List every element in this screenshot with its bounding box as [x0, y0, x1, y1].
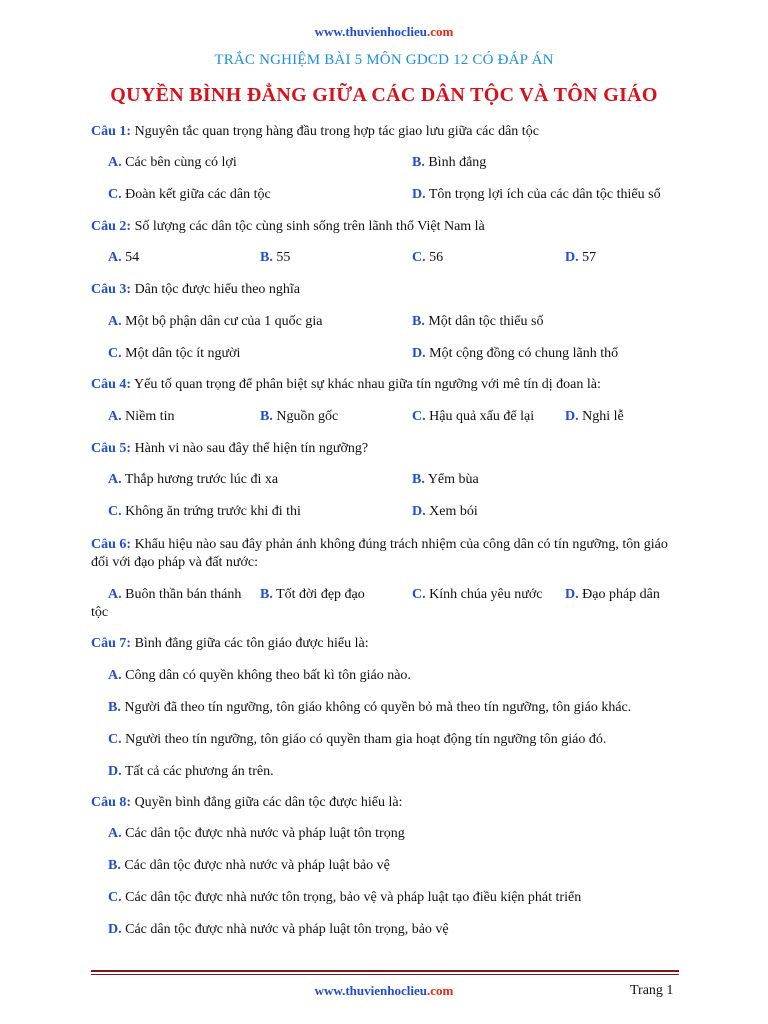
- site-url-footer[interactable]: www.thuvienhoclieu.com: [314, 983, 454, 998]
- document-subtitle: TRẮC NGHIỆM BÀI 5 MÔN GDCD 12 CÓ ĐÁP ÁN: [214, 52, 554, 68]
- option-8d: D. Các dân tộc được nhà nước và pháp luật tôn trọng, bảo vệ: [108, 922, 449, 937]
- option-7b: B. Người đã theo tín ngưỡng, tôn giáo không có quyền bỏ mà theo tín ngưỡng, tôn giáo khác.: [108, 700, 632, 715]
- option-5d: D. Xem bói: [412, 504, 478, 519]
- option-3c: C. Một dân tộc ít người: [108, 346, 241, 361]
- option-5c: C. Không ăn trứng trước khi đi thi: [108, 504, 301, 519]
- option-7d: D. Tất cả các phương án trên.: [108, 764, 274, 779]
- site-url-header[interactable]: www.thuvienhoclieu.com: [314, 24, 454, 39]
- option-6d-continuation: tộc: [91, 605, 109, 620]
- option-3d: D. Một cộng đồng có chung lãnh thổ: [412, 346, 619, 361]
- option-2a: A. 54: [108, 250, 140, 265]
- option-6b: B. Tốt đời đẹp đạo: [260, 587, 365, 602]
- question-4: Câu 4: Yếu tố quan trọng để phân biệt sự khác nhau giữa tín ngưỡng với mê tín dị đoan là:: [91, 377, 601, 392]
- option-3a: A. Một bộ phận dân cư của 1 quốc gia: [108, 314, 323, 329]
- option-7c: C. Người theo tín ngưỡng, tôn giáo có quyền tham gia hoạt động tín ngưỡng tôn giáo đó.: [108, 732, 607, 747]
- option-5a: A. Thắp hương trước lúc đi xa: [108, 472, 279, 487]
- option-1d: D. Tôn trọng lợi ích của các dân tộc thiểu số: [412, 187, 661, 202]
- option-6c: C. Kính chúa yêu nước: [412, 587, 543, 602]
- option-2b: B. 55: [260, 250, 291, 265]
- option-2c: C. 56: [412, 250, 444, 265]
- option-8b: B. Các dân tộc được nhà nước và pháp luật bảo vệ: [108, 858, 390, 873]
- question-6: Câu 6: Khẩu hiệu nào sau đây phản ánh không đúng trách nhiệm của công dân có tín ngưỡng, tôn giáo đối với đạo pháp và đất nước:: [91, 537, 668, 570]
- option-4c: C. Hậu quả xấu để lại: [412, 409, 535, 424]
- option-4b: B. Nguồn gốc: [260, 409, 339, 424]
- footer-rule-thin: [91, 974, 679, 975]
- option-2d: D. 57: [565, 250, 597, 265]
- option-3b: B. Một dân tộc thiểu số: [412, 314, 544, 329]
- question-2: Câu 2: Số lượng các dân tộc cùng sinh sống trên lãnh thổ Việt Nam là: [91, 219, 485, 234]
- option-7a: A. Công dân có quyền không theo bất kì tôn giáo nào.: [108, 668, 411, 683]
- option-6d: D. Đạo pháp dân: [565, 587, 660, 602]
- option-6a: A. Buôn thần bán thánh: [108, 587, 242, 602]
- option-8c: C. Các dân tộc được nhà nước tôn trọng, bảo vệ và pháp luật tạo điều kiện phát triển: [108, 890, 582, 905]
- option-5b: B. Yểm bùa: [412, 472, 479, 487]
- question-8: Câu 8: Quyền bình đẳng giữa các dân tộc được hiểu là:: [91, 795, 403, 810]
- footer-rule: [91, 970, 679, 972]
- option-4a: A. Niềm tin: [108, 409, 175, 424]
- option-1c: C. Đoàn kết giữa các dân tộc: [108, 187, 271, 202]
- question-5: Câu 5: Hành vi nào sau đây thể hiện tín ngưỡng?: [91, 441, 369, 456]
- page-number: Trang 1: [630, 983, 674, 998]
- option-1b: B. Bình đẳng: [412, 155, 487, 170]
- document-title: QUYỀN BÌNH ĐẲNG GIỮA CÁC DÂN TỘC VÀ TÔN GIÁO: [110, 84, 658, 106]
- question-7: Câu 7: Bình đẳng giữa các tôn giáo được hiểu là:: [91, 636, 369, 651]
- option-8a: A. Các dân tộc được nhà nước và pháp luật tôn trọng: [108, 826, 405, 841]
- question-3: Câu 3: Dân tộc được hiểu theo nghĩa: [91, 282, 301, 297]
- option-1a: A. Các bên cùng có lợi: [108, 155, 237, 170]
- question-1: Câu 1: Nguyên tắc quan trọng hàng đầu trong hợp tác giao lưu giữa các dân tộc: [91, 124, 539, 139]
- option-4d: D. Nghi lễ: [565, 409, 624, 424]
